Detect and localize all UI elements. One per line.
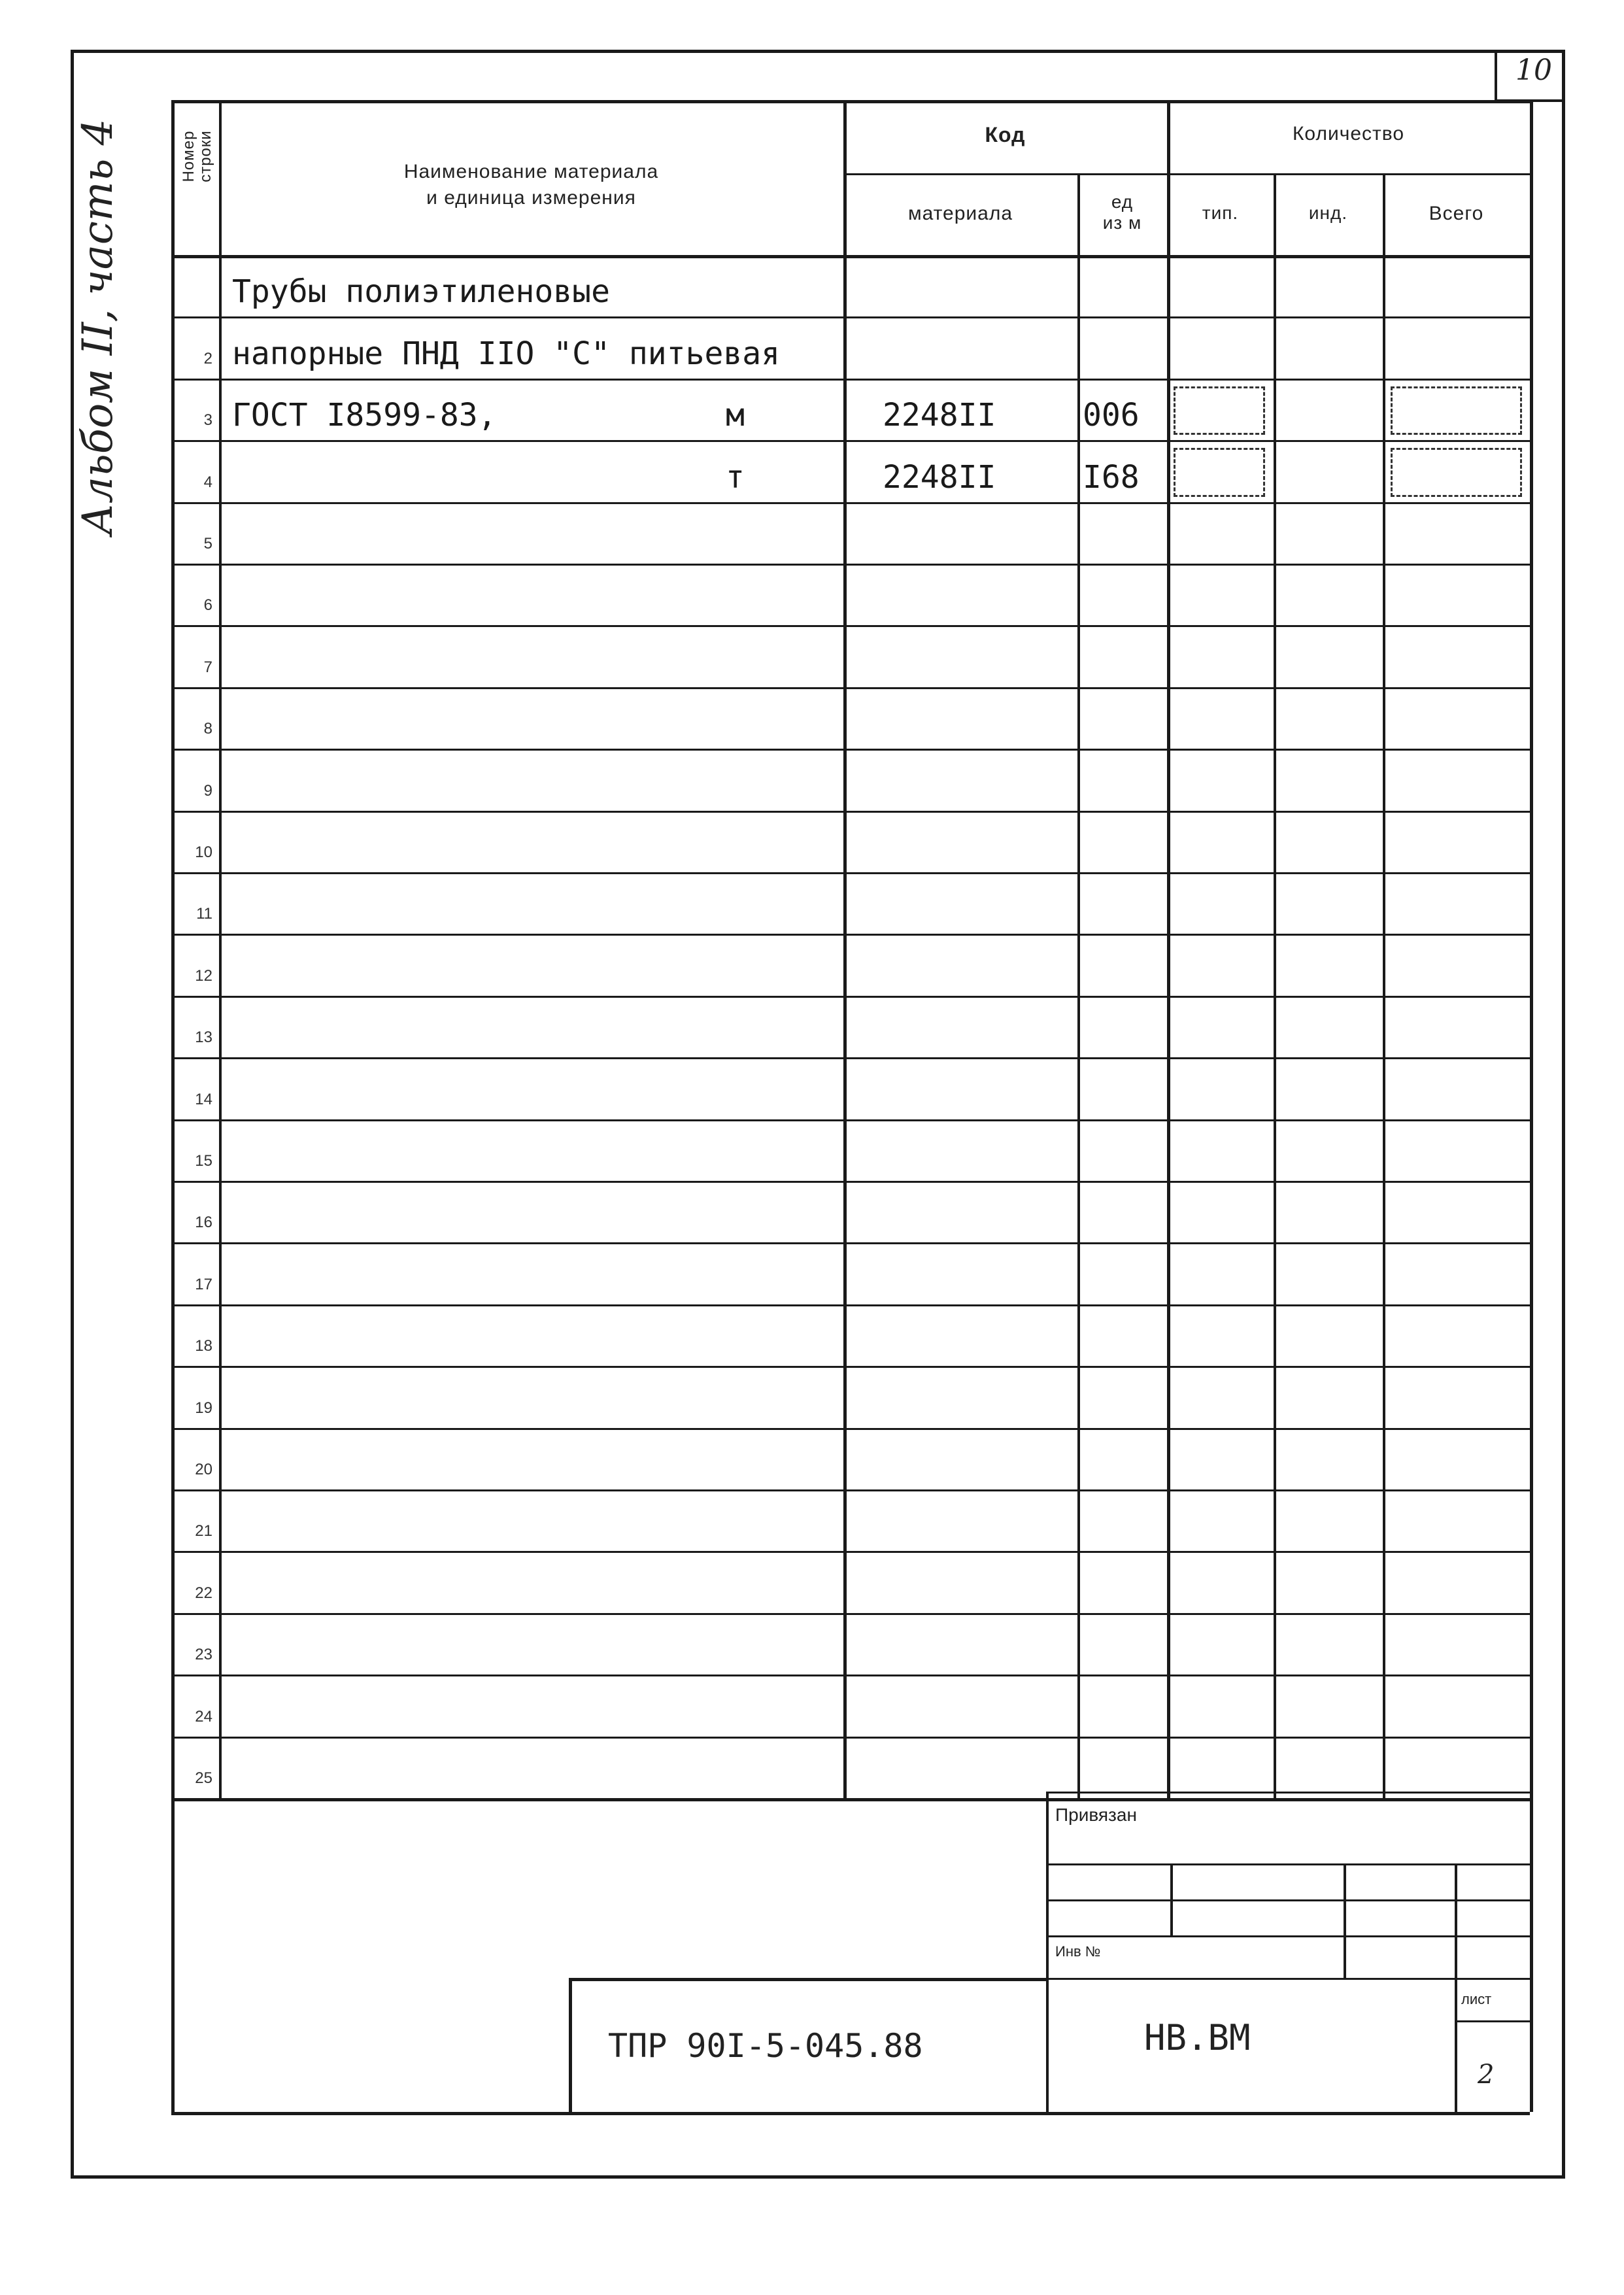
row-line	[171, 1057, 1530, 1059]
header-typ: тип.	[1202, 203, 1239, 223]
row-material-name: напорные ПНД IIО "С" питьевая	[232, 335, 781, 372]
title-top-line	[569, 1978, 1046, 1981]
row-number: 23	[195, 1646, 212, 1664]
stamp-left-line	[171, 1798, 175, 2112]
header-total: Всего	[1429, 203, 1484, 224]
row-line	[171, 440, 1530, 442]
row-line	[171, 1674, 1530, 1676]
row-line	[171, 1551, 1530, 1553]
row-material-code: 2248II	[883, 458, 996, 496]
total-quantity-box	[1391, 448, 1522, 496]
row-unit-name: т	[726, 458, 745, 496]
sheet-label: лист	[1461, 1991, 1492, 2007]
typ-quantity-box	[1174, 448, 1265, 496]
row-line	[171, 1242, 1530, 1244]
title-top-line-right	[1046, 1978, 1530, 1980]
quantity-column-line	[1167, 100, 1170, 1798]
row-material-code: 2248II	[883, 397, 996, 434]
attached-col-3	[1455, 1863, 1457, 2112]
row-number: 25	[195, 1769, 212, 1787]
row-line	[171, 1428, 1530, 1430]
typ-quantity-box	[1174, 386, 1265, 435]
row-line	[171, 1737, 1530, 1739]
row-line	[171, 1181, 1530, 1183]
row-material-name: ГОСТ I8599-83,	[232, 397, 497, 434]
row-number: 16	[195, 1214, 212, 1232]
row-unit-name: м	[726, 397, 745, 434]
album-side-label: Альбом II, часть 4	[74, 118, 122, 536]
row-number: 13	[195, 1028, 212, 1047]
row-line	[171, 1304, 1530, 1306]
attached-line-2	[1046, 1899, 1530, 1901]
row-line	[171, 749, 1530, 751]
row-line	[171, 316, 1530, 318]
table-top-line	[171, 100, 1530, 103]
attached-top-line	[1046, 1792, 1530, 1794]
header-mid-line	[843, 173, 1530, 175]
row-unit-code: I68	[1083, 458, 1140, 496]
sheet-number: 2	[1478, 2060, 1495, 2090]
row-line	[171, 1366, 1530, 1368]
stamp-bottom-line	[171, 2112, 1530, 2115]
row-material-name: Трубы полиэтиленовые	[232, 273, 610, 311]
sheet-label-line	[1455, 2020, 1530, 2022]
attached-col-1	[1170, 1863, 1173, 1935]
header-material: материала	[907, 203, 1013, 224]
row-number: 7	[203, 658, 212, 676]
table-right-line	[1530, 100, 1533, 1798]
row-line	[171, 872, 1530, 874]
header-bottom-line	[171, 255, 1530, 258]
header-row-number: Номер строки	[180, 130, 214, 182]
rownum-column-line	[219, 100, 222, 1798]
header-code: Код	[985, 123, 1026, 146]
row-line	[171, 1613, 1530, 1615]
row-line	[171, 625, 1530, 627]
title-left-line	[569, 1978, 572, 2112]
row-number: 14	[195, 1090, 212, 1108]
row-number: 21	[195, 1522, 212, 1540]
row-number: 8	[203, 720, 212, 738]
header-unit: ед из м	[1102, 192, 1142, 233]
ind-column-line	[1274, 173, 1276, 1798]
row-number: 6	[203, 596, 212, 615]
row-number: 20	[195, 1461, 212, 1478]
header-ind: инд.	[1308, 203, 1348, 223]
row-number: 11	[196, 905, 212, 923]
attached-label: Привязан	[1055, 1805, 1137, 1825]
row-number: 12	[195, 966, 212, 985]
row-line	[171, 934, 1530, 936]
row-line	[171, 1119, 1530, 1121]
stamp-right-line	[1530, 1798, 1533, 2112]
row-line	[171, 564, 1530, 566]
sheet-corner-number: 10	[1515, 54, 1552, 87]
row-unit-code: 006	[1083, 397, 1140, 434]
attached-line-3	[1046, 1935, 1530, 1937]
row-line	[171, 996, 1530, 998]
row-number: 19	[195, 1399, 212, 1417]
header-quantity: Количество	[1292, 123, 1405, 144]
row-number: 22	[195, 1584, 212, 1602]
attached-col-2	[1344, 1863, 1346, 1978]
stamp-top-line	[171, 1798, 1530, 1800]
row-number: 2	[203, 349, 212, 367]
unit-column-line	[1077, 173, 1080, 1798]
row-number: 5	[203, 535, 212, 552]
row-number: 24	[195, 1707, 212, 1726]
row-line	[171, 379, 1530, 381]
inventory-number-label: Инв №	[1055, 1943, 1101, 1960]
row-line	[171, 687, 1530, 689]
row-line	[171, 1489, 1530, 1491]
header-material-name: Наименование материала и единица измерения	[403, 161, 659, 209]
row-line	[171, 811, 1530, 813]
attached-left-line	[1046, 1792, 1049, 2112]
row-number: 18	[195, 1337, 212, 1355]
name-column-line	[843, 100, 847, 1798]
attached-line-1	[1046, 1863, 1530, 1865]
row-number: 3	[203, 411, 212, 430]
row-number: 4	[203, 473, 212, 491]
row-number: 17	[195, 1275, 212, 1293]
row-line	[171, 502, 1530, 504]
row-number: 9	[203, 781, 212, 800]
total-column-line	[1383, 173, 1385, 1798]
row-number: 10	[195, 843, 212, 861]
row-number: 15	[195, 1152, 212, 1170]
project-code: ТПР 90I-5-045.88	[608, 2027, 923, 2065]
document-code: НВ.ВМ	[1144, 2017, 1251, 2058]
total-quantity-box	[1391, 386, 1522, 435]
